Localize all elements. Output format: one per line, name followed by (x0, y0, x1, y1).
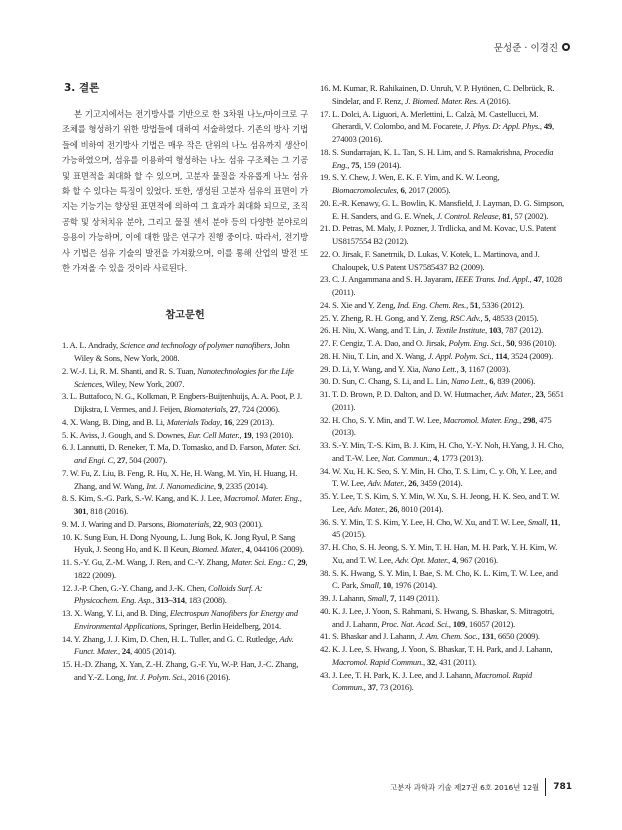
reference-text: , (485, 325, 489, 336)
reference-number: 42. (320, 644, 333, 654)
reference-volume: 103 (488, 325, 502, 336)
reference-source: RSC Adv. (449, 312, 481, 323)
reference-text: S. Sundarrajan, K. L. Tan, S. H. Lim, and S. Ramakrishna, (332, 146, 524, 157)
reference-text: , 903 (2001). (221, 518, 263, 529)
reference-number: 27. (320, 338, 333, 348)
reference-item (62, 607, 308, 633)
reference-item (320, 324, 564, 337)
reference-text: , (299, 493, 302, 504)
reference-text: S. Xie and Y. Zeng, (332, 299, 398, 310)
reference-text: S.-Y. Gu, Z.-M. Wang, J. Ren, and C.-Y. Zhang, (73, 557, 232, 568)
reference-source: Adv. Mater. (348, 503, 386, 514)
reference-text: D. Li, Y. Wang, and Y. Xia, (332, 363, 423, 374)
reference-source: Proc. Nat. Acad. Sci. (381, 618, 449, 629)
reference-source: Ind. Eng. Chem. Res. (397, 299, 467, 310)
reference-item (320, 388, 564, 414)
reference-text: A. L. Andrady, (69, 340, 120, 351)
reference-text: , 2017 (2005). (404, 185, 451, 195)
reference-number: 7. (62, 467, 70, 478)
reference-volume: 29 (297, 557, 306, 568)
reference-item (320, 439, 564, 465)
reference-text: K. J. Lee, J. Yoon, S. Rahmani, S. Hwang, S. Bhaskar, S. Mitragotri, and J. Lahann, (332, 605, 554, 629)
reference-list-left (62, 339, 308, 683)
reference-item (62, 429, 308, 442)
reference-text: , (531, 389, 536, 399)
reference-item (62, 531, 308, 557)
reference-text: , 1773 (2013). (437, 452, 484, 463)
reference-item (320, 146, 564, 172)
reference-text: S. Bhaskar and J. Lahann, (332, 631, 419, 642)
reference-item (320, 643, 564, 669)
reference-text: , (386, 593, 391, 603)
reference-number: 25. (320, 312, 332, 323)
reference-text: , (456, 363, 461, 374)
reference-source: Science and technology of polymer nanofibers (119, 340, 271, 351)
reference-text: F. Cengiz, T. A. Dao, and O. Jirsak, (332, 338, 449, 348)
reference-number: 31. (320, 389, 332, 399)
reference-text: Y. Lee, T. S. Kim, S. Y. Min, W. Xu, S. H. Jeong, H. K. Seo, and T. W. Lee, (331, 491, 560, 514)
reference-text: , 3524 (2009). (507, 350, 554, 361)
reference-source: Eur. Cell Mater. (187, 429, 240, 440)
reference-text: , Wiley, New York, 2007. (101, 378, 185, 389)
reference-volume: 32 (426, 656, 436, 667)
reference-text: K. J. Lee, S. Hwang, J. Yoon, S. Bhaskar, T. H. Park, and J. Lahann, (332, 644, 553, 654)
reference-text: J. Lannutti, D. Reneker, T. Ma, D. Tomasko, and D. Farson, (70, 442, 266, 453)
reference-text: J. Lahann, (332, 593, 368, 603)
reference-text: , (498, 210, 503, 221)
reference-source: Macromol. Mater. Eng. (443, 414, 520, 425)
reference-volume: 301 (74, 506, 87, 517)
running-head-authors: 문성준 · 이경진 (493, 43, 558, 54)
reference-item (62, 339, 308, 365)
reference-text: , 73 (2016). (375, 682, 414, 693)
reference-volume: 9 (217, 480, 222, 491)
reference-number: 34. (320, 465, 332, 476)
running-head (494, 40, 570, 54)
reference-number: 26. (320, 325, 333, 336)
reference-text: O. Jirsak, F. Sanetrnik, D. Lukas, V. Kotek, L. Martinova, and J. Chaloupek, U.S Patent US7585437 B2 (2009). (332, 248, 540, 272)
reference-text: D. Sun, C. Chang, S. Li, and L. Lin, (332, 376, 451, 387)
reference-item (320, 669, 564, 695)
reference-text: , 45 (2015). (332, 516, 561, 540)
reference-number: 8. (62, 493, 70, 504)
reference-text: D. Petras, M. Maly, J. Pozner, J. Trdlicka, and M. Kovac, U.S. Patent US8157554 B2 (2012). (332, 223, 557, 246)
reference-volume: 131 (481, 631, 494, 642)
reference-volume: 4 (452, 554, 457, 565)
reference-text: , 193 (2010). (251, 429, 294, 440)
reference-text: , (491, 350, 496, 361)
reference-item (320, 222, 564, 248)
reference-text: , 183 (2008). (184, 595, 227, 606)
reference-text: L. Dolci, A. Liguori, A. Merlettini, L. Calzà, M. Castellucci, M. Gherardi, V. Colombo, and M. Focarete, (332, 108, 539, 132)
reference-text: W. Fu, Z. Liu, B. Feng, R. Hu, X. He, H. Wang, M. Yin, H. Huang, H. Zhang, and W. Wang, (69, 467, 298, 491)
reference-item (320, 605, 564, 631)
reference-number: 36. (320, 516, 333, 527)
reference-text: T. D. Brown, P. D. Dalton, and D. W. Hutmacher, (331, 389, 495, 399)
reference-volume: 47 (533, 274, 542, 285)
reference-source: J. Biomed. Mater. Res. A (404, 95, 485, 106)
reference-source: Nanotechnologies for the Life Sciences (74, 365, 294, 389)
reference-number: 32. (320, 414, 333, 425)
reference-volume: 22 (212, 518, 222, 529)
reference-text: , (519, 414, 523, 425)
reference-text: , (429, 452, 434, 463)
reference-source: Colloids Surf. A: Physicochem. Eng. Asp. (74, 582, 263, 606)
reference-number: 4. (62, 416, 70, 427)
reference-number: 35. (320, 491, 332, 501)
reference-text: , 475 (2013). (332, 414, 552, 438)
reference-item (320, 541, 564, 567)
reference-volume: 23 (535, 389, 544, 399)
reference-volume: 298 (522, 414, 536, 425)
reference-text: , 16057 (2012). (465, 618, 516, 629)
reference-number: 20. (320, 197, 333, 208)
reference-text: X. Wang, B. Ding, and B. Li, (70, 416, 167, 427)
reference-number: 11. (62, 557, 74, 568)
reference-volume: 11 (550, 516, 559, 527)
reference-volume: 24 (121, 646, 131, 657)
reference-text: , 274003 (2016). (332, 121, 554, 144)
reference-number: 1. (62, 340, 70, 351)
reference-item (62, 416, 308, 429)
reference-text: Y. Zhang, J. J. Kim, D. Chen, H. L. Tuller, and G. C. Rutledge, (73, 633, 280, 644)
reference-text: X. Wang, Y. Li, and B. Ding, (74, 608, 170, 619)
reference-text: , (225, 404, 230, 415)
reference-source: Adv. Mater. (367, 478, 405, 489)
reference-number: 3. (62, 391, 70, 402)
reference-text: , 724 (2006). (237, 404, 280, 415)
reference-text: , 159 (2014). (359, 159, 402, 170)
reference-item (62, 365, 308, 391)
reference-text: , 1149 (2011). (394, 593, 440, 603)
reference-text: , 48533 (2015). (488, 312, 539, 323)
reference-source: IEEE Trans. Ind. Appl. (455, 274, 530, 285)
reference-source: Small (527, 516, 547, 527)
reference-number: 29. (320, 363, 333, 374)
reference-volume: 3 (460, 363, 465, 374)
reference-text: , (423, 656, 427, 667)
reference-text: , 5336 (2012). (478, 299, 525, 310)
section-title: 3. 결론 (64, 82, 100, 94)
reference-item (320, 490, 564, 516)
reference-text: S. K. Hwang, S. Y. Min, I. Bae, S. M. Cho, K. L. Kim, T. W. Lee, and C. Park, (332, 567, 558, 591)
reference-item (320, 82, 564, 108)
reference-number: 13. (62, 608, 75, 619)
reference-item (62, 390, 308, 416)
reference-text: , 787 (2012). (501, 325, 544, 336)
right-column (320, 82, 564, 694)
reference-source: J. Phys. D: Appl. Phys. (464, 121, 540, 132)
reference-source: J. Appl. Polym. Sci. (428, 350, 492, 361)
reference-item (320, 350, 564, 363)
reference-source: Adv. Funct. Mater. (74, 633, 294, 657)
reference-source: J. Textile Institute (428, 325, 486, 336)
reference-item (320, 363, 564, 376)
reference-text: , 504 (2007). (125, 455, 168, 466)
reference-number: 38. (320, 567, 333, 578)
reference-text: K. Aviss, J. Gough, and S. Downes, (70, 429, 188, 440)
reference-text: S. Y. Chew, J. Wen, E. K. F. Yim, and K. W. Leong, (332, 172, 500, 183)
reference-text: , 818 (2016). (86, 506, 129, 517)
reference-volume: 26 (408, 478, 417, 489)
reference-item (62, 492, 308, 518)
reference-text: , 1167 (2003). (464, 363, 511, 374)
footer-journal-info: 고분자 과학과 기술 제27권 6호 2016년 12월 (389, 782, 540, 792)
reference-text: Y. Zheng, R. H. Gong, and Y. Zeng, (331, 312, 450, 323)
reference-number: 10. (62, 531, 75, 542)
reference-text: H. Cho, S. H. Jeong, S. Y. Min, T. H. Han, M. H. Park, Y. H. Kim, W. Xu, and T. W. Lee, (332, 542, 558, 565)
reference-source: Macromol. Rapid Commun. (332, 656, 424, 667)
reference-item (62, 556, 308, 582)
reference-text: , Springer, Berlin Heidelberg, 2014. (165, 620, 281, 631)
reference-text: , (466, 299, 471, 310)
reference-text: W. Xu, H. K. Seo, S. Y. Min, H. Cho, T. S. Lim, C. y. Oh, Y. Lee, and T. W. Lee, (331, 465, 557, 489)
reference-item (62, 633, 308, 659)
reference-text: , (239, 429, 244, 440)
reference-text: , (213, 480, 218, 491)
reference-source: Mater. Sci. and Engi. C (74, 442, 301, 466)
reference-volume: 81 (502, 210, 511, 221)
reference-number: 18. (320, 146, 333, 157)
reference-text: , 839 (2006). (493, 376, 536, 387)
reference-text: , (208, 518, 213, 529)
reference-number: 12. (62, 582, 75, 593)
reference-text: , John Wiley & Sons, New York, 2008. (74, 340, 290, 364)
reference-item (320, 273, 564, 299)
reference-volume: 313–314 (156, 595, 185, 606)
reference-text: , 1028 (2011). (332, 274, 563, 297)
reference-item (62, 441, 308, 467)
footer-divider (545, 778, 546, 796)
reference-item (320, 465, 564, 491)
reference-source: Adv. Opt. Mater. (394, 554, 449, 565)
reference-text: (2016). (484, 95, 511, 106)
reference-number: 30. (320, 376, 333, 387)
reference-text: , (448, 554, 453, 565)
reference-text: , (152, 595, 157, 606)
reference-item (320, 197, 564, 223)
reference-text: M. Kumar, R. Rahikainen, D. Unruh, V. P. Hytönen, C. Delbrück, R. Sindelar, and F. Renz, (332, 83, 555, 106)
reference-source: Int. J. Polym. Sci. (127, 671, 185, 682)
reference-text: , 2016 (2016). (184, 671, 231, 682)
reference-source: Mater. Sci. Eng.: C (231, 557, 294, 568)
reference-item (320, 299, 564, 312)
reference-text: , 044106 (2009). (249, 544, 304, 555)
reference-item (62, 582, 308, 608)
reference-source: Int. J. Nanomedicine (146, 480, 214, 491)
reference-text: , 6650 (2009). (493, 631, 540, 642)
reference-volume: 114 (495, 350, 508, 361)
reference-text: E.-R. Kenawy, G. L. Bowlin, K. Mansfield, J. Layman, D. G. Simpson, E. H. Sanders, and G. E. Wnek, (332, 197, 564, 221)
reference-number: 14. (62, 633, 74, 644)
reference-source: Biomed. Mater. (191, 544, 242, 555)
reference-text: , 57 (2002). (510, 210, 549, 221)
reference-number: 23. (320, 274, 333, 285)
reference-text: , (485, 376, 490, 387)
reference-source: Adv. Mater. (494, 389, 532, 399)
reference-item (62, 658, 308, 684)
reference-text: , (546, 516, 551, 527)
reference-text: , (117, 646, 122, 657)
reference-number: 24. (320, 299, 333, 310)
reference-text: , (539, 121, 544, 132)
reference-volume: 7 (390, 593, 395, 603)
reference-volume: 75 (351, 159, 360, 170)
reference-text: , 8010 (2014). (397, 503, 444, 514)
reference-number: 41. (320, 631, 333, 642)
reference-volume: 5 (484, 312, 489, 323)
reference-source: Nat. Commun. (381, 452, 430, 463)
reference-text: , (241, 544, 246, 555)
reference-item (62, 467, 308, 493)
reference-text: , 431 (2011). (435, 656, 477, 667)
reference-number: 39. (320, 593, 333, 603)
reference-item (62, 518, 308, 531)
reference-number: 33. (320, 440, 333, 450)
reference-text: S. Y. Min, T. S. Kim, Y. Lee, H. Cho, W. Xu, and T. W. Lee, (332, 516, 528, 527)
reference-item (320, 630, 564, 643)
reference-text: J.-P. Chen, G.-Y. Chang, and J.-K. Chen, (74, 582, 209, 593)
reference-item (320, 337, 564, 350)
reference-text: , 3459 (2014). (416, 478, 463, 489)
reference-text: W.-J. Li, R. M. Shanti, and R. S. Tuan, (69, 365, 198, 376)
reference-source: Biomacromolecules (332, 185, 397, 195)
reference-source: Macromol. Rapid Commun. (332, 669, 532, 693)
reference-volume: 51 (470, 299, 479, 310)
reference-number: 19. (320, 172, 333, 183)
reference-source: J. Control. Release (436, 210, 499, 221)
reference-text: , (385, 503, 390, 514)
reference-source: Biomaterials (166, 518, 209, 529)
reference-text: , 967 (2016). (456, 554, 498, 565)
reference-number: 2. (62, 365, 70, 376)
reference-text: , 229 (2013). (232, 416, 274, 427)
reference-volume: 19 (243, 429, 252, 440)
reference-source: Materials Today (166, 416, 220, 427)
reference-text: , (219, 416, 224, 427)
reference-text: , (502, 338, 507, 348)
reference-number: 40. (320, 605, 333, 616)
reference-source: Small (367, 593, 387, 603)
reference-number: 28. (320, 350, 333, 361)
reference-text: , (396, 185, 401, 195)
reference-volume: 26 (389, 503, 398, 514)
reference-source: Macromol. Mater. Eng. (223, 493, 300, 504)
reference-source: Procedia Eng. (332, 146, 554, 170)
reference-volume: 27 (229, 404, 238, 415)
reference-text: , 5651 (2011). (332, 389, 564, 412)
reference-source: Nano Lett. (450, 376, 486, 387)
reference-text: H. Cho, S. Y. Min, and T. W. Lee, (332, 414, 444, 425)
reference-volume: 10 (382, 580, 391, 591)
page-footer (390, 778, 572, 796)
reference-number: 6. (62, 442, 70, 453)
reference-volume: 6 (400, 185, 405, 195)
reference-number: 37. (320, 542, 333, 552)
reference-item (320, 567, 564, 593)
reference-text: J. Lee, T. H. Park, K. J. Lee, and J. Lahann, (332, 669, 475, 680)
reference-text: , (293, 557, 298, 568)
reference-text: , (113, 455, 118, 466)
reference-text: H. Niu, T. Lin, and X. Wang, (332, 350, 428, 361)
conclusion-paragraph: 본 기고지에서는 전기방사를 기반으로 한 3차원 나노/마이크로 구조체를 형성하기 위한 방법들에 대하여 서술하였다. 기존의 방사 기법들에 비하여 전기방사 기법은 매우 작은 단위의 나노 섬유까지 생산이 가능하였으며, 섬유를 이용하여 형성하는 나노 섬유 구조체는 그 기공 및 표면적을 최대화 할 수 있으며, 고분자 물질을 자유롭게 나노 섬유화 할 수 있다는 특징이 있었다. 또한, 생성된 고분자 섬유의 표면이 가지는 기능기는 향상된 표면적에 의하여 그 효과가 최대화 되므로, 조직공학 및 상처치유 분야, 그리고 물질 센서 분야 등의 다양한 분야로의 응용이 가능하며, 이에 대한 많은 연구가 진행 중이다. 따라서, 전기방사 기법은 섬유 기술의 발전을 가져왔으며, 이를 통해 산업의 발전 또한 가져올 수 있을 것이라 사료된다. (62, 109, 308, 274)
reference-source: Polym. Eng. Sci. (448, 338, 503, 348)
reference-text: , (404, 478, 409, 489)
reference-number: 21. (320, 223, 333, 234)
reference-number: 22. (320, 248, 333, 259)
reference-text: , (378, 580, 383, 591)
reference-text: M. J. Waring and D. Parsons, (70, 518, 167, 529)
reference-source: J. Am. Chem. Soc. (418, 631, 478, 642)
reference-text: , (363, 682, 368, 693)
reference-volume: 4 (245, 544, 250, 555)
reference-volume: 109 (452, 618, 466, 629)
reference-volume: 37 (367, 682, 376, 693)
page-number: 781 (553, 782, 572, 792)
reference-number: 5. (62, 429, 70, 440)
reference-text: , (480, 312, 485, 323)
reference-item (320, 248, 564, 274)
reference-number: 9. (62, 518, 70, 529)
reference-source: Electrospun Nanofibers for Energy and Environmental Applications (74, 608, 298, 631)
reference-text: , 936 (2010). (514, 338, 557, 348)
reference-number: 16. (320, 83, 333, 93)
reference-volume: 4 (433, 452, 438, 463)
reference-number: 43. (320, 669, 333, 680)
reference-number: 17. (320, 108, 333, 119)
reference-text: S.-Y. Min, T.-S. Kim, B. J. Kim, H. Cho, Y.-Y. Noh, H.Yang, J. H. Cho, and T.-W. Lee, (332, 440, 564, 463)
reference-text: , (529, 274, 534, 285)
reference-item (320, 108, 564, 146)
reference-text: L. Buttafoco, N. G., Kolkman, P. Engbers-Buijtenhuijs, A. A. Poot, P. J. Dijkstra, I. Vermes, and J. Feijen, (70, 391, 302, 415)
reference-item (320, 171, 564, 197)
reference-volume: 16 (223, 416, 233, 427)
reference-item (320, 516, 564, 542)
ring-icon (562, 43, 570, 51)
reference-list-right (320, 82, 564, 694)
reference-volume: 6 (489, 376, 494, 387)
reference-text: , (347, 159, 352, 170)
reference-text: , 4005 (2014). (130, 646, 176, 657)
reference-text: K. Sung Eun, H. Dong Nyoung, L. Jung Bok, K. Jong Ryul, P. Sang Hyuk, J. Seong Ho, and K. Il Keun, (74, 531, 296, 555)
references-title: 참고문헌 (165, 310, 205, 322)
reference-source: Small (360, 580, 379, 591)
reference-text: S. Kim, S.-G. Park, S.-W. Kang, and K. J. Lee, (70, 493, 224, 504)
reference-text: , 1976 (2014). (390, 580, 437, 591)
reference-volume: 27 (117, 455, 126, 466)
reference-item (320, 375, 564, 388)
reference-text: H.-D. Zhang, X. Yan, Z.-H. Zhang, G.-F. Yu, W.-P. Han, J.-C. Zhang, and Y.-Z. Long, (74, 659, 299, 682)
reference-volume: 49 (543, 121, 553, 132)
reference-volume: 50 (506, 338, 515, 348)
left-column (62, 80, 308, 684)
reference-item (320, 592, 564, 605)
reference-text: C. J. Angammana and S. H. Jayaram, (332, 274, 456, 285)
reference-text: , (448, 618, 453, 629)
reference-item (320, 414, 564, 440)
reference-number: 15. (62, 659, 75, 670)
reference-text: , 2335 (2014). (221, 480, 268, 491)
reference-text: , 1822 (2009). (74, 557, 308, 580)
reference-text: , (477, 631, 482, 642)
reference-source: Nano Lett. (422, 363, 457, 374)
reference-text: H. Niu, X. Wang, and T. Lin, (332, 325, 428, 336)
reference-source: Biomaterials (183, 404, 226, 415)
reference-item (320, 312, 564, 325)
